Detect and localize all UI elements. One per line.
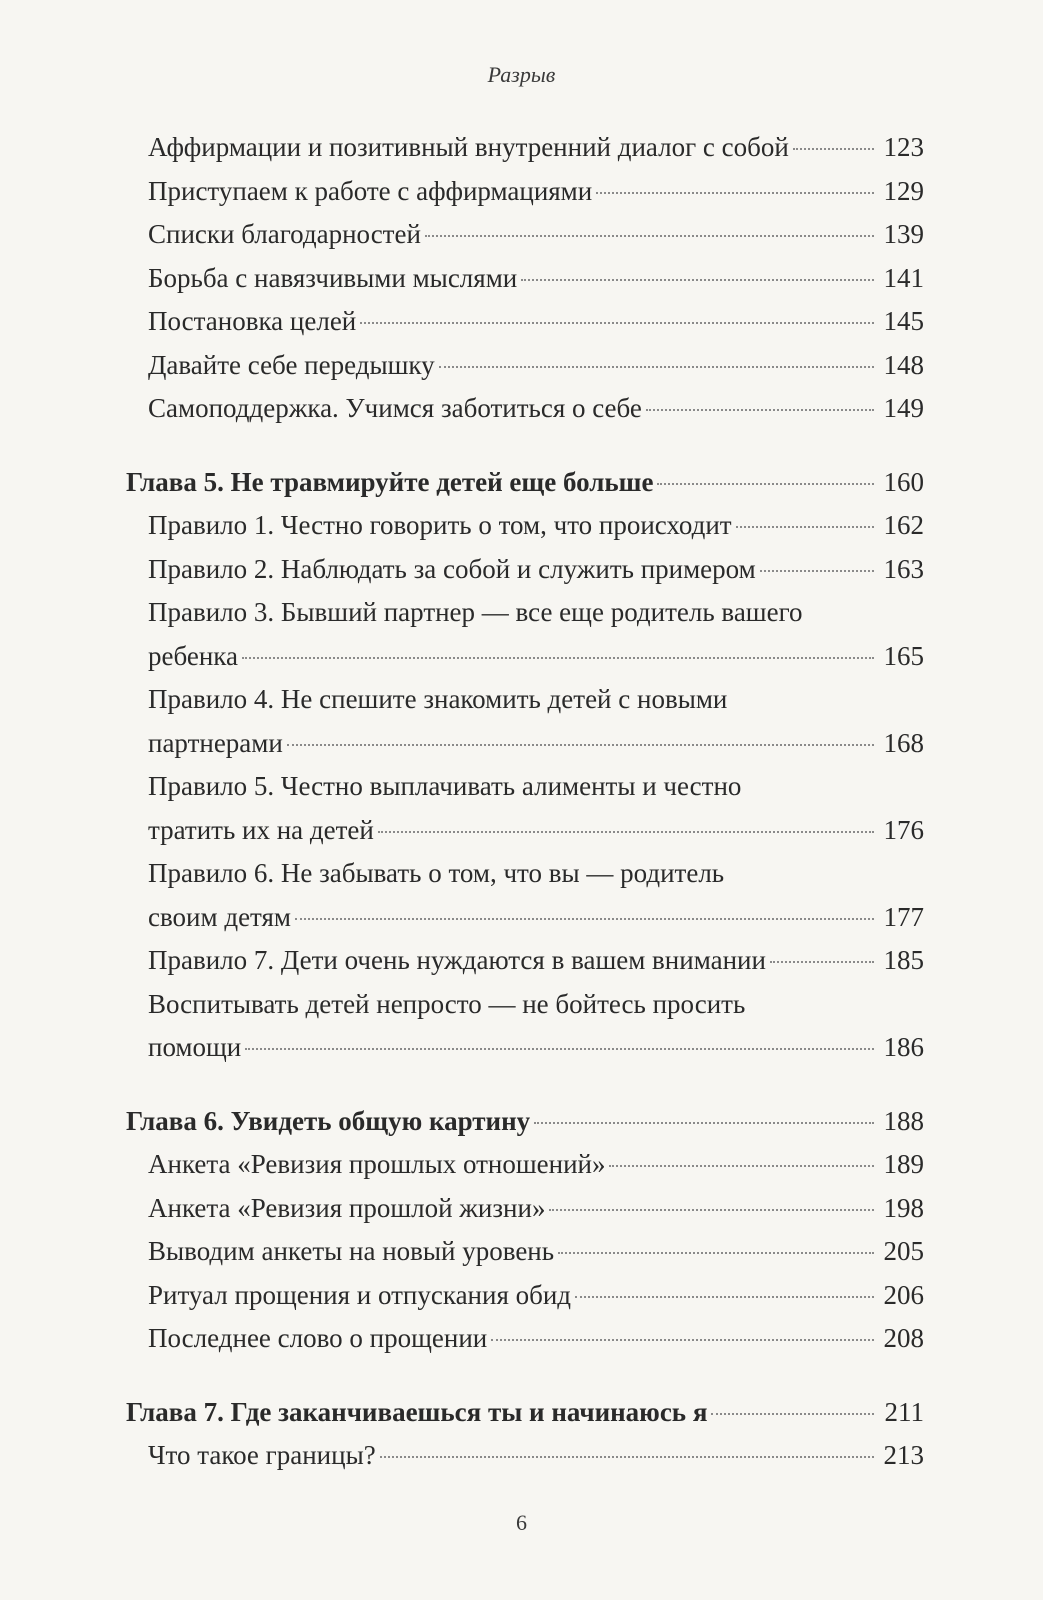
toc-section-entry (126, 170, 924, 214)
toc-entry-title: Правило 4. Не спешите знакомить детей с новыми (148, 684, 728, 714)
toc-entry-line (148, 257, 924, 301)
toc-page-number: 168 (883, 727, 924, 758)
toc-entry-line (148, 504, 924, 548)
toc-section-entry (126, 548, 924, 592)
toc-entry-title: Что такое границы? (148, 1440, 376, 1470)
toc-page-number: 148 (883, 349, 924, 380)
toc-page-number: 129 (883, 175, 924, 206)
toc-entry-title: тратить их на детей (148, 814, 374, 845)
toc-entry-line (148, 722, 924, 766)
toc-page-number: 205 (883, 1236, 924, 1266)
toc-chapter-entry (126, 1100, 924, 1144)
toc-page-number: 185 (883, 945, 924, 975)
toc-page-number: 189 (883, 1149, 924, 1179)
toc-entry-wrapped-line (148, 591, 924, 635)
toc-page-number: 198 (883, 1192, 924, 1223)
toc-entry-title: Давайте себе передышку (148, 349, 435, 380)
toc-entry-line (148, 809, 924, 853)
toc-section-entry (126, 300, 924, 344)
toc-entry-line (148, 1230, 924, 1274)
dot-leader (575, 1296, 874, 1298)
dot-leader (770, 961, 874, 963)
dot-leader (760, 570, 874, 572)
dot-leader (793, 148, 874, 150)
toc-entry-line (148, 1434, 924, 1478)
toc-page-number: 165 (883, 640, 924, 671)
toc-entry-line (148, 939, 924, 983)
toc-entry-line (148, 635, 924, 679)
toc-section-entry (126, 213, 924, 257)
toc-entry-line (148, 170, 924, 214)
toc-entry-title: Правило 3. Бывший партнер — все еще родитель вашего (148, 597, 803, 627)
toc-section-entry (126, 387, 924, 431)
toc-section-entry (126, 344, 924, 388)
dot-leader (242, 657, 874, 659)
dot-leader (711, 1413, 874, 1415)
toc-entry-title: Аффирмации и позитивный внутренний диалог с собой (148, 132, 789, 162)
toc-page-number: 145 (883, 306, 924, 336)
toc-entry-title: помощи (148, 1032, 242, 1062)
toc-entry-line (148, 126, 924, 170)
toc-section-entry (126, 983, 924, 1070)
toc-page-number: 162 (883, 510, 924, 540)
toc-entry-title: Анкета «Ревизия прошлых отношений» (148, 1149, 606, 1179)
toc-entry-line (148, 1317, 924, 1361)
toc-entry-line (148, 1274, 924, 1318)
toc-entry-line (148, 387, 924, 431)
toc-entry-title: Глава 7. Где заканчиваешься ты и начинаюсь я (126, 1396, 708, 1427)
toc-entry-title: Борьба с навязчивыми мыслями (148, 262, 518, 293)
toc-entry-title: Правило 1. Честно говорить о том, что происходит (148, 510, 732, 540)
toc-section-entry (126, 939, 924, 983)
toc-page-number: 188 (883, 1105, 924, 1136)
toc-entry-line (148, 1143, 924, 1187)
toc-entry-title: Воспитывать детей непросто — не бойтесь просить (148, 988, 746, 1019)
toc-section-entry (126, 1230, 924, 1274)
dot-leader (439, 366, 874, 368)
toc-section-entry (126, 126, 924, 170)
dot-leader (521, 279, 874, 281)
toc-entry-line (126, 1100, 924, 1144)
dot-leader (736, 526, 874, 528)
dot-leader (491, 1339, 874, 1341)
dot-leader (360, 322, 874, 324)
toc-entry-line (126, 1391, 924, 1435)
toc-page-number: 206 (883, 1279, 924, 1310)
toc-entry-title: Правило 5. Честно выплачивать алименты и честно (148, 771, 742, 801)
dot-leader (380, 1456, 874, 1458)
toc-entry-title: Выводим анкеты на новый уровень (148, 1236, 555, 1266)
toc-entry-title: Правило 2. Наблюдать за собой и служить примером (148, 553, 756, 584)
toc-entry-title: Самоподдержка. Учимся заботиться о себе (148, 393, 642, 423)
toc-page-number: 160 (883, 466, 924, 497)
toc-entry-line (148, 344, 924, 388)
toc-page-number: 213 (883, 1440, 924, 1470)
dot-leader (378, 831, 874, 833)
toc-entry-title: своим детям (148, 901, 292, 932)
toc-entry-wrapped-line (148, 983, 924, 1027)
toc-section-entry (126, 1143, 924, 1187)
toc-section-entry (126, 1317, 924, 1361)
dot-leader (549, 1209, 874, 1211)
dot-leader (287, 744, 874, 746)
dot-leader (609, 1165, 874, 1167)
toc-page-number: 139 (883, 219, 924, 249)
toc-entry-title: Приступаем к работе с аффирмациями (148, 175, 593, 206)
toc-page-number: 163 (883, 553, 924, 584)
toc-entry-line (148, 1026, 924, 1070)
toc-entry-line (148, 300, 924, 344)
toc-section-entry (126, 591, 924, 678)
toc-entry-line (148, 213, 924, 257)
toc-entry-line (148, 1187, 924, 1231)
toc-section-entry (126, 1274, 924, 1318)
toc-entry-title: Списки благодарностей (148, 219, 421, 249)
toc-entry-title: Глава 6. Увидеть общую картину (126, 1105, 531, 1136)
dot-leader (558, 1252, 874, 1254)
toc-page-number: 177 (883, 901, 924, 932)
toc-page-number: 123 (883, 132, 924, 162)
dot-leader (534, 1122, 874, 1124)
toc-section-entry (126, 1434, 924, 1478)
dot-leader (646, 409, 874, 411)
dot-leader (657, 483, 874, 485)
toc-section-entry (126, 678, 924, 765)
toc-entry-title: ребенка (148, 640, 238, 671)
running-head: Разрыв (487, 62, 556, 87)
toc-page-number: 186 (883, 1032, 924, 1062)
toc-entry-wrapped-line (148, 852, 924, 896)
toc-entry-title: Последнее слово о прощении (148, 1323, 488, 1353)
toc-entry-line (126, 461, 924, 505)
toc-entry-title: Ритуал прощения и отпускания обид (148, 1279, 572, 1310)
toc-chapter-entry (126, 1391, 924, 1435)
toc-section-entry (126, 765, 924, 852)
dot-leader (295, 918, 874, 920)
dot-leader (596, 192, 874, 194)
toc-entry-wrapped-line (148, 678, 924, 722)
toc-page-number: 141 (883, 262, 924, 293)
toc-section-entry (126, 257, 924, 301)
toc-entry-title: Постановка целей (148, 306, 357, 336)
toc-page-number: 211 (884, 1396, 924, 1427)
table-of-contents (126, 126, 924, 1478)
toc-page-number: 208 (883, 1323, 924, 1353)
toc-page-number: 149 (883, 393, 924, 423)
toc-entry-line (148, 896, 924, 940)
dot-leader (425, 235, 874, 237)
toc-entry-title: Правило 7. Дети очень нуждаются в вашем внимании (148, 945, 766, 975)
toc-entry-title: партнерами (148, 727, 283, 758)
toc-entry-wrapped-line (148, 765, 924, 809)
toc-entry-title: Анкета «Ревизия прошлой жизни» (148, 1192, 546, 1223)
toc-entry-line (148, 548, 924, 592)
toc-chapter-entry (126, 461, 924, 505)
page-number: 6 (516, 1510, 527, 1535)
toc-entry-title: Правило 6. Не забывать о том, что вы — родитель (148, 858, 725, 888)
toc-entry-title: Глава 5. Не травмируйте детей еще больше (126, 466, 654, 497)
dot-leader (245, 1048, 874, 1050)
toc-page-number: 176 (883, 814, 924, 845)
toc-section-entry (126, 852, 924, 939)
toc-section-entry (126, 1187, 924, 1231)
toc-section-entry (126, 504, 924, 548)
